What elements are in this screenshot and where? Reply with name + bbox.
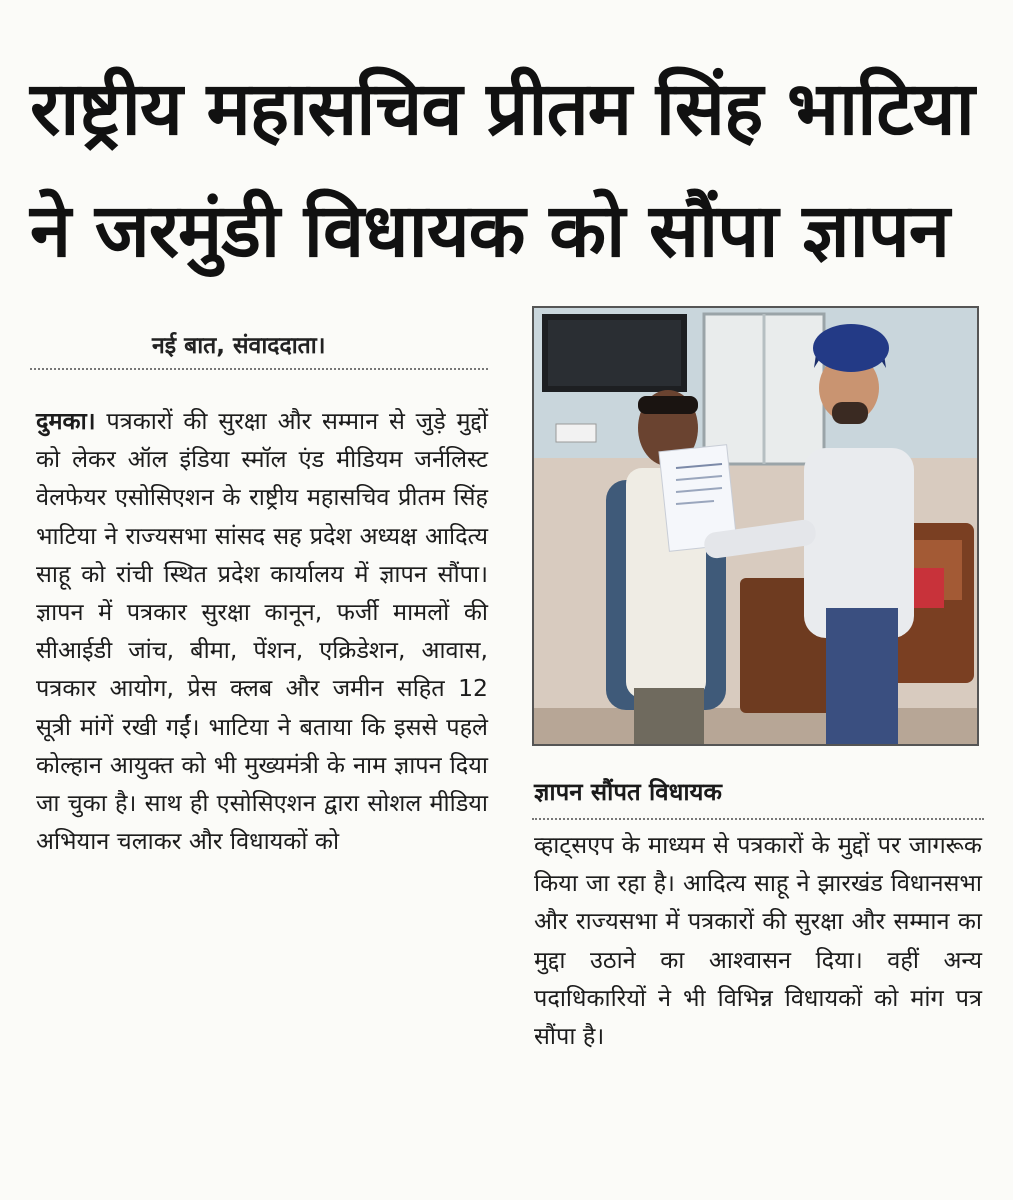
article-column-left bbox=[36, 402, 488, 860]
article-column-right bbox=[534, 826, 982, 1055]
dateline: दुमका। bbox=[36, 407, 96, 435]
news-photo-illustration bbox=[534, 308, 977, 744]
news-photo bbox=[532, 306, 979, 746]
headline-line-2: ने जरमुंडी विधायक को सौंपा ज्ञापन bbox=[30, 188, 949, 274]
article-paragraph bbox=[36, 402, 488, 860]
headline bbox=[30, 48, 990, 292]
byline: नई बात, संवाददाता। bbox=[152, 333, 326, 359]
photo-caption: ज्ञापन सौंपत विधायक bbox=[534, 778, 722, 806]
headline-line-1: राष्ट्रीय महासचिव प्रीतम सिंह भाटिया bbox=[30, 66, 974, 152]
caption-divider bbox=[532, 818, 984, 820]
byline-divider bbox=[30, 368, 488, 370]
article-body-left: पत्रकारों की सुरक्षा और सम्मान से जुड़े मुद्दों को लेकर ऑल इंडिया स्मॉल एंड मीडियम जर्नलिस्ट वेलफेयर एसोसिएशन के राष्ट्रीय महासचिव प्रीतम सिंह भाटिया ने राज्यसभा सांसद सह प्रदेश अध्यक्ष आदित्य साहू को रांची स्थित प्रदेश कार्यालय में ज्ञापन सौंपा। ज्ञापन में पत्रकार सुरक्षा कानून, फर्जी मामलों की सीआईडी जांच, बीमा, पेंशन, एक्रिडेशन, आवास, पत्रकार आयोग, प्रेस क्लब और जमीन सहित 12 सूत्री मांगें रखी गईं। भाटिया ने बताया कि इससे पहले कोल्हान आयुक्त को भी मुख्यमंत्री के नाम ज्ञापन दिया जा चुका है। साथ ही एसोसिएशन द्वारा सोशल मीडिया अभियान चलाकर और विधायकों को bbox=[36, 407, 488, 856]
article-body-right: व्हाट्सएप के माध्यम से पत्रकारों के मुद्दों पर जागरूक किया जा रहा है। आदित्य साहू ने झारखंड विधानसभा और राज्यसभा में पत्रकारों की सुरक्षा और सम्मान का मुद्दा उठाने का आश्वासन दिया। वहीं अन्य पदाधिकारियों ने भी विभिन्न विधायकों को मांग पत्र सौंपा है। bbox=[534, 831, 982, 1051]
